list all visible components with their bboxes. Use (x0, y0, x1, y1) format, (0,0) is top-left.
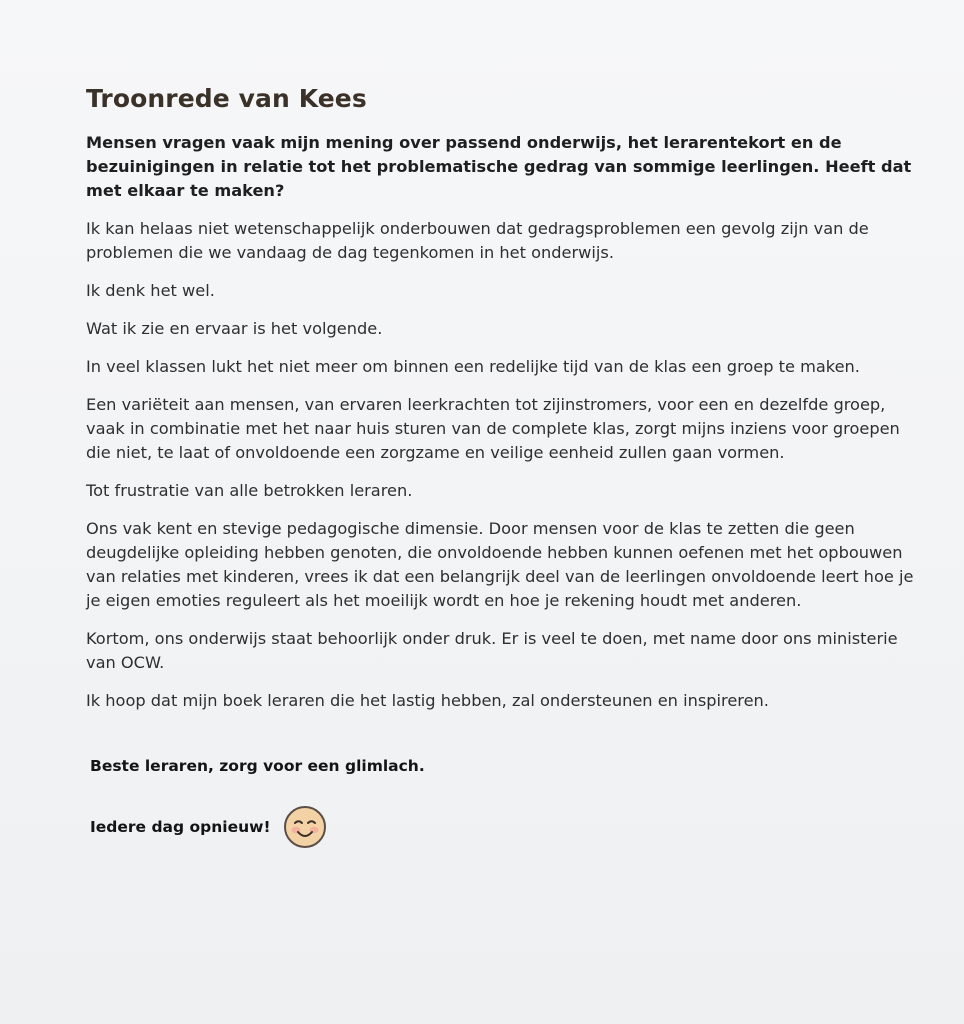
paragraph-5: In veel klassen lukt het niet meer om binnen een redelijke tijd van de klas een groep te maken. (86, 357, 860, 376)
paragraph-7: Tot frustratie van alle betrokken leraren. (86, 481, 413, 500)
closing-line-2-row (90, 805, 924, 849)
paragraph-1: Mensen vragen vaak mijn mening over passend onderwijs, het lerarentekort en de bezuinigingen in relatie tot het problematische gedrag van sommige leerlingen. Heeft dat met elkaar te maken? (86, 133, 912, 200)
paragraph-6: Een variëteit aan mensen, van ervaren leerkrachten tot zijinstromers, voor een en dezelfde groep, vaak in combinatie met het naar huis sturen van de complete klas, zorgt mijns inziens voor groepen die niet, te laat of onvoldoende een zorgzame en veilige eenheid zullen gaan vormen. (86, 395, 900, 462)
paragraph-list (86, 131, 924, 713)
closing-line-1: Beste leraren, zorg voor een glimlach. (90, 757, 425, 775)
paragraph-8: Ons vak kent en stevige pedagogische dimensie. Door mensen voor de klas te zetten die geen deugdelijke opleiding hebben genoten, die onvoldoende hebben kunnen oefenen met het opbouwen van relaties met kinderen, vrees ik dat een belangrijk deel van de leerlingen onvoldoende leert hoe je je eigen emoties reguleert als het moeilijk wordt en hoe je rekening houdt met anderen. (86, 519, 914, 610)
closing-section (86, 757, 924, 849)
document-title: Troonrede van Kees (86, 84, 367, 113)
smiling-face-icon (283, 805, 327, 849)
closing-line-2: Iedere dag opnieuw! (90, 818, 271, 836)
paragraph-3: Ik denk het wel. (86, 281, 215, 300)
paragraph-2: Ik kan helaas niet wetenschappelijk onderbouwen dat gedragsproblemen een gevolg zijn van de problemen die we vandaag de dag tegenkomen in het onderwijs. (86, 219, 869, 262)
paragraph-9: Kortom, ons onderwijs staat behoorlijk onder druk. Er is veel te doen, met name door ons ministerie van OCW. (86, 629, 898, 672)
paragraph-10: Ik hoop dat mijn boek leraren die het lastig hebben, zal ondersteunen en inspireren. (86, 691, 769, 710)
paragraph-4: Wat ik zie en ervaar is het volgende. (86, 319, 383, 338)
